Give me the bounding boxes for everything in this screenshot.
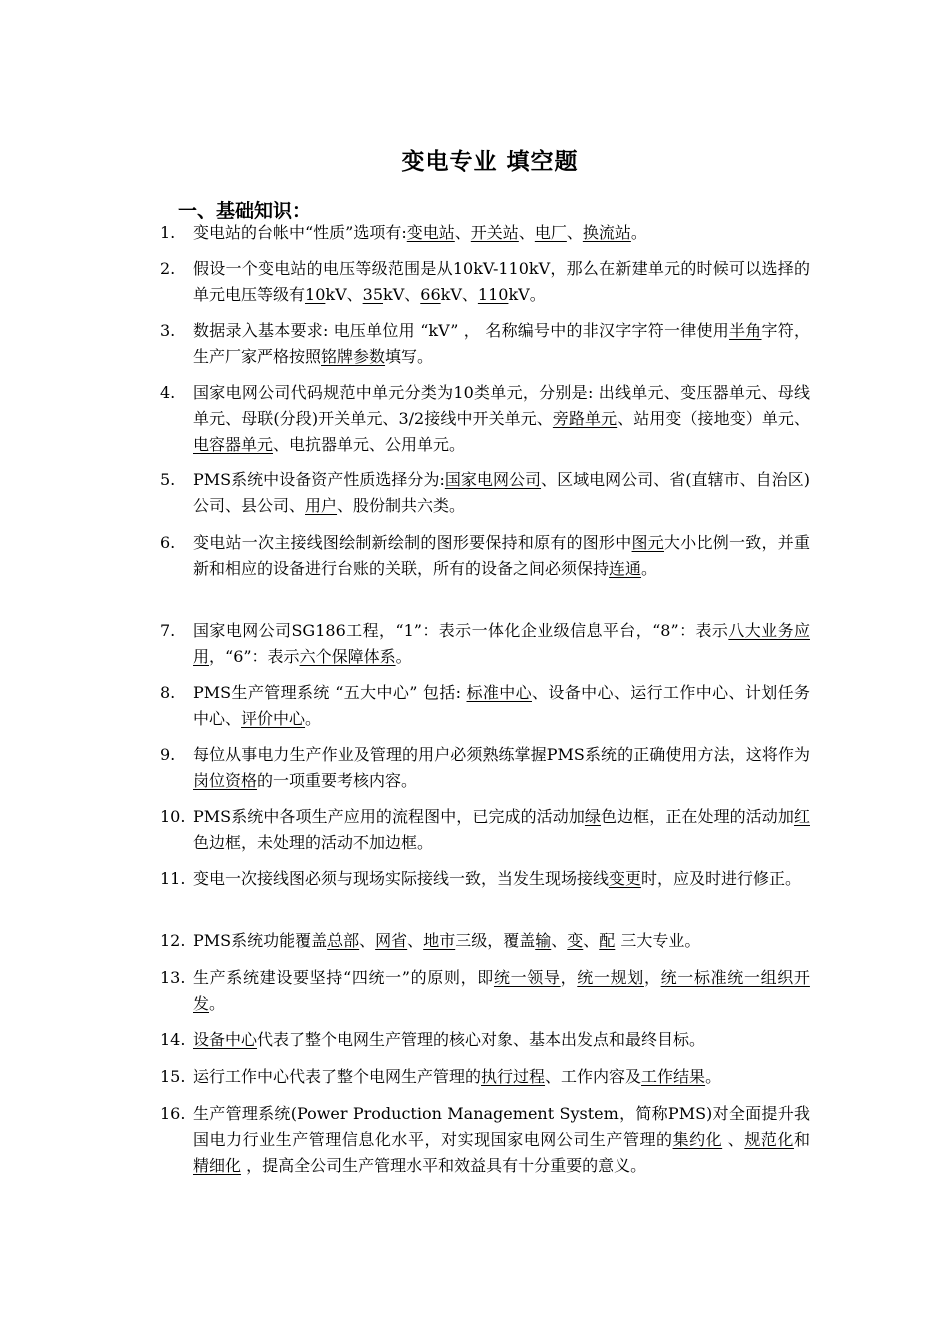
answer-blank: 变更	[609, 869, 642, 888]
question-item	[160, 618, 810, 670]
question-text-run: 。	[705, 1067, 722, 1086]
question-text-run: kV、	[325, 285, 363, 304]
answer-blank: 工作结果	[641, 1067, 706, 1086]
question-text	[193, 467, 810, 519]
question-text-run: PMS系统中设备资产性质选择分为:	[193, 470, 445, 489]
answer-blank: 电厂	[534, 223, 567, 242]
question-text-run: 、	[359, 931, 376, 950]
question-text-run: 、区域电网公司、省(直辖市、自治区)公司、县公司、	[193, 470, 810, 515]
question-item	[160, 866, 810, 892]
question-text-run: 和	[793, 1130, 810, 1149]
answer-blank: 换流站	[582, 223, 631, 242]
question-text-run: 变电站一次主接线图绘制新绘制的图形要保持和原有的图形中	[193, 533, 632, 552]
question-text-run: 变电一次接线图必须与现场实际接线一致，当发生现场接线	[193, 869, 610, 888]
question-number: 5.	[160, 470, 176, 489]
question-text	[193, 680, 810, 732]
question-text-run: PMS系统中各项生产应用的流程图中，已完成的活动加	[193, 807, 585, 826]
question-number: 12.	[160, 931, 186, 950]
question-text-run: ，	[560, 968, 578, 987]
question-number: 13.	[160, 968, 186, 987]
question-text	[193, 965, 810, 1017]
question-text-run: 时，应及时进行修正。	[641, 869, 802, 888]
answer-blank: 110	[477, 285, 509, 304]
question-text-run: PMS生产管理系统 “五大中心” 包括:	[193, 683, 467, 702]
question-text-run: 、	[583, 931, 600, 950]
question-text-run: 、	[551, 931, 568, 950]
question-text	[193, 220, 810, 246]
answer-blank: 变	[567, 931, 584, 950]
question-text	[193, 804, 810, 856]
answer-blank: 66	[420, 285, 441, 304]
question-text	[193, 866, 810, 892]
question-text-run: 的一项重要考核内容。	[257, 771, 418, 790]
answer-blank: 电容器单元	[193, 435, 274, 454]
answer-blank: 执行过程	[481, 1067, 546, 1086]
answer-blank: 图元	[631, 533, 665, 552]
question-text-run: ，	[643, 968, 661, 987]
question-text-run: 、设备中心、运行工作中心、计划任务中心、	[193, 683, 810, 728]
question-text-run: 大小比例一致，并重新和相应的设备进行台账的关联，所有的设备之间必须保持	[193, 533, 810, 578]
answer-blank: 标准中心	[466, 683, 532, 702]
question-item	[160, 467, 810, 519]
question-text-run: 色边框，正在处理的活动加	[601, 807, 794, 826]
page-title: 变电专业 填空题	[401, 149, 579, 175]
answer-blank: 评价中心	[241, 709, 306, 728]
question-number: 9.	[160, 745, 176, 764]
question-text	[193, 256, 810, 308]
question-number: 6.	[160, 533, 176, 552]
question-number: 8.	[160, 683, 176, 702]
question-item	[160, 1027, 810, 1053]
answer-blank: 10	[305, 285, 326, 304]
question-text-run: PMS系统功能覆盖	[193, 931, 328, 950]
question-text-run: 、	[407, 931, 424, 950]
answer-blank: 八大业务应用	[193, 621, 810, 666]
question-text-run: 、	[454, 223, 471, 242]
question-number: 4.	[160, 383, 176, 402]
question-text	[193, 928, 810, 954]
question-text-run: 。	[305, 709, 322, 728]
answer-blank: 旁路单元	[552, 409, 618, 428]
answer-blank: 精细化	[193, 1156, 242, 1175]
answer-blank: 用户	[305, 496, 338, 515]
question-text-run: 每位从事电力生产作业及管理的用户必须熟练掌握PMS系统的正确使用方法，这将作为	[193, 745, 810, 764]
question-text-run: 三级，覆盖	[455, 931, 536, 950]
question-text-run: ，提高全公司生产管理水平和效益具有十分重要的意义。	[241, 1156, 647, 1175]
question-text-run: 生产系统建设要坚持“四统一”的原则，即	[193, 968, 494, 987]
question-item	[160, 318, 810, 370]
question-item	[160, 220, 810, 246]
answer-blank: 统一标准统一组织开发	[193, 968, 810, 1013]
question-text	[193, 318, 810, 370]
answer-blank: 国家电网公司	[444, 470, 542, 489]
question-item	[160, 1101, 810, 1179]
question-number: 15.	[160, 1067, 186, 1086]
answer-blank: 集约化	[672, 1130, 723, 1149]
answer-blank: 红	[793, 807, 810, 826]
question-number: 7.	[160, 621, 176, 640]
question-item	[160, 965, 810, 1017]
question-text-run: 色边框，未处理的活动不加边框。	[193, 833, 434, 852]
question-text-run: ，“6”：表示	[209, 647, 300, 666]
question-number: 16.	[160, 1104, 186, 1123]
answer-blank: 六个保障体系	[299, 647, 396, 666]
question-item	[160, 742, 810, 794]
question-text-run: 、	[566, 223, 583, 242]
question-text-run: 三大专业。	[615, 931, 701, 950]
answer-blank: 总部	[327, 931, 360, 950]
question-text-run: 、	[722, 1130, 745, 1149]
question-text-run: 、站用变（接地变）单元、	[617, 409, 810, 428]
question-item	[160, 530, 810, 582]
answer-blank: 35	[362, 285, 383, 304]
answer-blank: 地市	[423, 931, 456, 950]
question-item	[160, 1064, 810, 1090]
answer-blank: 网省	[375, 931, 408, 950]
question-text-run: 。	[395, 647, 412, 666]
question-text-run: 变电站的台帐中“性质”选项有:	[193, 223, 407, 242]
question-number: 1.	[160, 223, 176, 242]
question-text	[193, 742, 810, 794]
question-text-run: 国家电网公司SG186工程，“1”：表示一体化企业级信息平台，“8”：表示	[193, 621, 729, 640]
question-text-run: 代表了整个电网生产管理的核心对象、基本出发点和最终目标。	[257, 1030, 706, 1049]
question-text	[193, 530, 810, 582]
question-text-run: kV。	[508, 285, 546, 304]
answer-blank: 规范化	[744, 1130, 794, 1149]
question-number: 14.	[160, 1030, 186, 1049]
question-item	[160, 804, 810, 856]
question-text-run: 字符，生产厂家严格按照	[193, 321, 810, 366]
question-text-run: 。	[630, 223, 647, 242]
answer-blank: 开关站	[470, 223, 519, 242]
question-text-run: 、股份制共六类。	[337, 496, 466, 515]
question-text	[193, 1027, 810, 1053]
question-text-run: 。	[641, 559, 658, 578]
answer-blank: 变电站	[406, 223, 455, 242]
answer-blank: 绿	[584, 807, 602, 826]
question-text	[193, 1064, 810, 1090]
question-text	[193, 380, 810, 458]
question-text-run: 数据录入基本要求: 电压单位用 “kV” ， 名称编号中的非汉字字符一律使用	[193, 321, 729, 340]
question-item	[160, 256, 810, 308]
answer-blank: 设备中心	[193, 1030, 258, 1049]
question-text	[193, 618, 810, 670]
question-text-run: 填写。	[385, 347, 434, 366]
answer-blank: 连通	[609, 559, 642, 578]
question-text-run: 。	[209, 994, 226, 1013]
question-item	[160, 928, 810, 954]
answer-blank: 配	[599, 931, 616, 950]
answer-blank: 统一规划	[577, 968, 644, 987]
question-number: 2.	[160, 259, 176, 278]
question-number: 10.	[160, 807, 186, 826]
answer-blank: 岗位资格	[193, 771, 258, 790]
question-item	[160, 380, 810, 458]
question-text-run: 运行工作中心代表了整个电网生产管理的	[193, 1067, 482, 1086]
question-item	[160, 680, 810, 732]
question-text-run: 国家电网公司代码规范中单元分类为10类单元，分别是: 出线单元、变压器单元、母线单元、母联(分段)开关单元、3/2接线中开关单元、	[193, 383, 810, 428]
question-number: 11.	[160, 869, 186, 888]
answer-blank: 铭牌参数	[321, 347, 386, 366]
question-text	[193, 1101, 810, 1179]
question-text-run: kV、	[383, 285, 421, 304]
question-text-run: 、电抗器单元、公用单元。	[273, 435, 466, 454]
question-text-run: kV、	[440, 285, 478, 304]
question-text-run: 假设一个变电站的电压等级范围是从10kV-110kV，那么在新建单元的时候可以选择的单元电压等级有	[193, 259, 810, 304]
answer-blank: 半角	[729, 321, 762, 340]
answer-blank: 输	[535, 931, 552, 950]
question-text-run: 、工作内容及	[545, 1067, 642, 1086]
question-text-run: 生产管理系统(Power Production Management System，简称PMS)对全面提升我国电力行业生产管理信息化水平，对实现国家电网公司生产管理的	[193, 1104, 810, 1149]
answer-blank: 统一领导	[493, 968, 561, 987]
question-number: 3.	[160, 321, 176, 340]
section-heading: 一、基础知识：	[178, 200, 312, 222]
question-text-run: 、	[518, 223, 535, 242]
